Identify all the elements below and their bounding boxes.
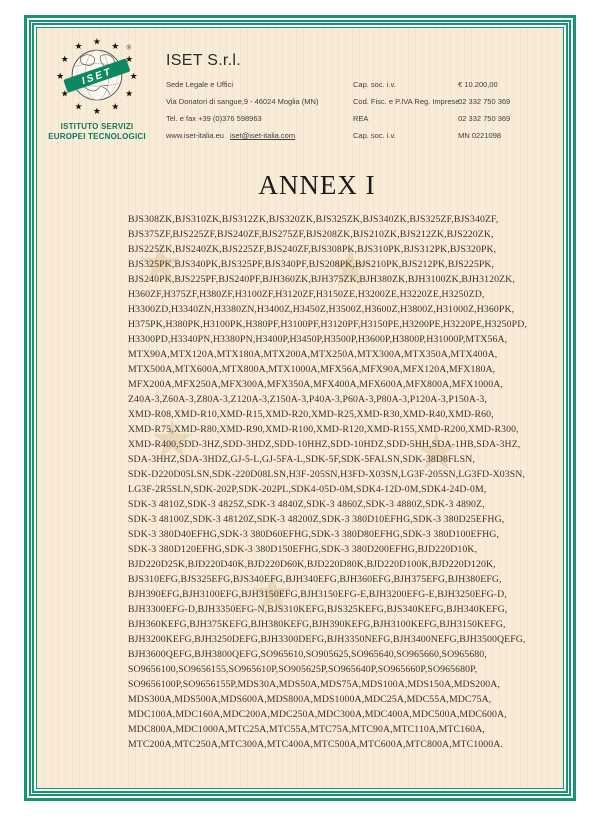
code-line: BJS310EFG,BJS325EFG,BJS340EFG,BJH340EFG,BJH360EFG,BJH375EFG,BJH380EFG,	[128, 574, 502, 585]
watermark-star-icon: ★	[249, 565, 296, 623]
code-line: MFX200A,MFX250A,MFX300A,MFX350A,MFX400A,MFX600A,MFX800A,MFX1000A,	[128, 379, 504, 390]
code-line: BJS325PK,BJS340PK,BJS325PF,BJS340PF,BJS208PK,BJS210PK,BJS212PK,BJS225PK,	[128, 259, 495, 270]
code-line: H360ZF,H375ZF,H380ZF,H3100ZF,H3120ZF,H3150ZE,H3200ZE,H3220ZE,H3250ZD,	[128, 289, 485, 300]
registry-row	[353, 110, 510, 127]
code-line: SDK-3 4810Z,SDK-3 4825Z,SDK-3 4840Z,SDK-3 4860Z,SDK-3 4880Z,SDK-3 4890Z,	[128, 499, 485, 510]
code-line: MTX500A,MTX600A,MTX800A,MTX1000A,MFX56A,MFX90A,MFX120A,MFX180A,	[128, 364, 496, 375]
registry-row	[353, 127, 510, 144]
code-line: BJD220D25K,BJD220D40K,BJD220D60K,BJD220D80K,BJD220D100K,BJD220D120K,	[128, 559, 496, 570]
annex-code-list	[128, 212, 527, 752]
svg-text:★: ★	[92, 106, 102, 117]
code-line: H375PK,H380PK,H3100PK,H380PF,H3100PF,H3120PF,H3150PE,H3200PE,H3220PE,H3250PD,	[128, 319, 527, 330]
code-line: Z40A-3,Z60A-3,Z80A-3,Z120A-3,Z150A-3,P40A-3,P60A-3,P80A-3,P120A-3,P150A-3,	[128, 394, 487, 405]
address-line: Sede Legale e Uffici	[166, 80, 233, 89]
code-line: SO9656100,SO9656155,SO965610P,SO905625P,SO965640P,SO965660P,SO965680P,	[128, 664, 478, 675]
svg-text:★: ★	[60, 88, 69, 99]
code-line: H3300PD,H3340PN,H3380PN,H3400P,H3450P,H3500P,H3600P,H3800P,H31000P,MTX56A,	[128, 334, 508, 345]
code-line: LG3F-2R5SLN,SDK-202P,SDK-202PL,SDK4-05D-0M,SDK4-12D-0M,SDK4-24D-0M,	[128, 484, 487, 495]
institute-name	[29, 122, 165, 141]
code-line: SDK-D220D05LSN,SDK-220D08LSN,H3F-205SN,H3FD-X03SN,LG3F-205SN,LG3FD-X03SN,	[128, 469, 526, 480]
address-line: Tel. e fax +39 (0)376 598963	[166, 114, 262, 123]
watermark-star-icon: ★	[327, 239, 374, 297]
email-link[interactable]: iset@iset-italia.com	[229, 131, 296, 140]
code-line: XMD-R75,XMD-R80,XMD-R90,XMD-R100,XMD-R120,XMD-R155,XMD-R200,XMD-R300,	[128, 424, 519, 435]
globe-stars-logo-icon	[51, 33, 143, 119]
code-line: BJH390EFG,BJH3100EFG,BJH3150EFG,BJH3150EFG-E,BJH3200EFG-E,BJH3250EFG-D,	[128, 589, 507, 600]
registry-label: Cod. Fisc. e P.IVA Reg. Imprese	[353, 97, 460, 106]
code-line: BJH360KEFG,BJH375KEFG,BJH380KEFG,BJH390KEFG,BJH3100KEFG,BJH3150KEFG,	[128, 619, 506, 630]
code-line: SDK-3 380D120EFHG,SDK-3 380D150EFHG,SDK-3 380D200EFHG,BJD220D10K,	[128, 544, 478, 555]
registered-trademark-icon: ®	[126, 44, 132, 52]
web-contact-line	[166, 127, 318, 144]
svg-text:★: ★	[56, 71, 65, 82]
code-line: SDK-3 48100Z,SDK-3 48120Z,SDK-3 48200Z,SDK-3 380D10EFHG,SDK-3 380D25EFHG,	[128, 514, 505, 525]
code-line: BJH3300EFG-D,BJH3350EFG-N,BJS310KEFG,BJS325KEFG,BJS340KEFG,BJH340KEFG,	[128, 604, 508, 615]
registry-label: Cap. soc. i.v.	[353, 131, 396, 140]
code-line: BJS375ZF,BJS225ZF,BJS240ZF,BJS275ZF,BJS208ZK,BJS210ZK,BJS212ZK,BJS220ZK,	[128, 229, 494, 240]
svg-text:★: ★	[111, 101, 120, 112]
code-line: BJH3200KEFG,BJH3250DEFG,BJH3300DEFG,BJH3350NEFG,BJH3400NEFG,BJH3500QEFG,	[128, 634, 526, 645]
registry-value: € 10.200,00	[458, 80, 498, 89]
code-line: BJS225ZK,BJS240ZK,BJS225ZF,BJS240ZF,BJS308PK,BJS310PK,BJS312PK,BJS320PK,	[128, 244, 497, 255]
code-line: SDK-3 380D40EFHG,SDK-3 380D60EFHG,SDK-3 380D80EFHG,SDK-3 380D100EFHG,	[128, 529, 500, 540]
svg-text:★: ★	[74, 40, 83, 51]
registry-value: MN 0221098	[458, 131, 502, 140]
watermark-star-icon: ★	[413, 423, 460, 481]
code-line: XMD-R08,XMD-R10,XMD-R15,XMD-R20,XMD-R25,XMD-R30,XMD-R40,XMD-R60,	[128, 409, 494, 420]
code-line: BJS308ZK,BJS310ZK,BJS312ZK,BJS320ZK,BJS325ZK,BJS340ZK,BJS325ZF,BJS340ZF,	[128, 214, 499, 225]
code-line: MDS300A,MDS500A,MDS600A,MDS800A,MDS1000A,MDC25A,MDC55A,MDC75A,	[128, 694, 492, 705]
svg-text:★: ★	[60, 53, 69, 64]
company-address-block	[166, 76, 318, 144]
institute-name-line2: EUROPEI TECNOLOGICI	[48, 131, 146, 141]
svg-text:★: ★	[111, 40, 120, 51]
svg-text:★: ★	[92, 36, 102, 47]
logo-ribbon-text: ISET	[80, 66, 114, 88]
company-title: ISET S.r.l.	[166, 52, 242, 69]
svg-text:★: ★	[129, 71, 138, 82]
code-line: SDA-3HHZ,SDA-3HDZ,GJ-5-L,GJ-5FA-L,SDK-5F,SDK-5FALSN,SDK-38D8FLSN,	[128, 454, 475, 465]
code-line: H3300ZD,H3340ZN,H3380ZN,H3400Z,H3450Z,H3500Z,H3600Z,H3800Z,H31000Z,H360PK,	[128, 304, 515, 315]
address-line: Via Donatori di sangue,9 - 46024 Moglia (MN)	[166, 97, 319, 106]
code-line: MTC200A,MTC250A,MTC300A,MTC400A,MTC500A,MTC600A,MTC800A,MTC1000A.	[128, 739, 503, 750]
code-line: BJH3600QEFG,BJH3800QEFG,SO965610,SO905625,SO965640,SO965660,SO965680,	[128, 649, 487, 660]
annex-title: ANNEX I	[258, 170, 376, 200]
svg-text:★: ★	[125, 88, 134, 99]
registry-row	[353, 93, 510, 110]
code-line: BJS240PK,BJS225PF,BJS240PF,BJH360ZK,BJH375ZK,BJH380ZK,BJH3100ZK,BJH3120ZK,	[128, 274, 515, 285]
company-registry-block	[353, 76, 510, 144]
svg-text:★: ★	[74, 101, 83, 112]
website-link[interactable]: www.iset-italia.eu	[166, 131, 224, 140]
code-line: MDC800A,MDC1000A,MTC25A,MTC55A,MTC75A,MTC90A,MTC110A,MTC160A,	[128, 724, 485, 735]
watermark-star-icon: ★	[137, 235, 184, 293]
code-line: SO9656100P,SO9656155P,MDS30A,MDS50A,MDS75A,MDS100A,MDS150A,MDS200A,	[128, 679, 500, 690]
registry-value: 02 332 750 369	[458, 114, 511, 123]
svg-text:★: ★	[125, 53, 134, 64]
code-line: MTX90A,MTX120A,MTX180A,MTX200A,MTX250A,MTX300A,MTX350A,MTX400A,	[128, 349, 498, 360]
registry-label: Cap. soc. i.v.	[353, 80, 396, 89]
iset-logo	[51, 33, 143, 119]
institute-name-line1: ISTITUTO SERVIZI	[60, 122, 134, 131]
registry-row	[353, 76, 510, 93]
registry-label: REA	[353, 114, 369, 123]
code-line: XMD-R400,SDD-3HZ,SDD-3HDZ,SDD-10HHZ,SDD-10HDZ,SDD-5HH,SDA-1HB,SDA-3HZ,	[128, 439, 521, 450]
code-line: MDC100A,MDC160A,MDC200A,MDC250A,MDC300A,MDC400A,MDC500A,MDC600A,	[128, 709, 507, 720]
registry-value: 02 332 750 369	[458, 97, 511, 106]
watermark-star-icon: ★	[149, 411, 196, 469]
certificate-frame	[36, 27, 564, 789]
